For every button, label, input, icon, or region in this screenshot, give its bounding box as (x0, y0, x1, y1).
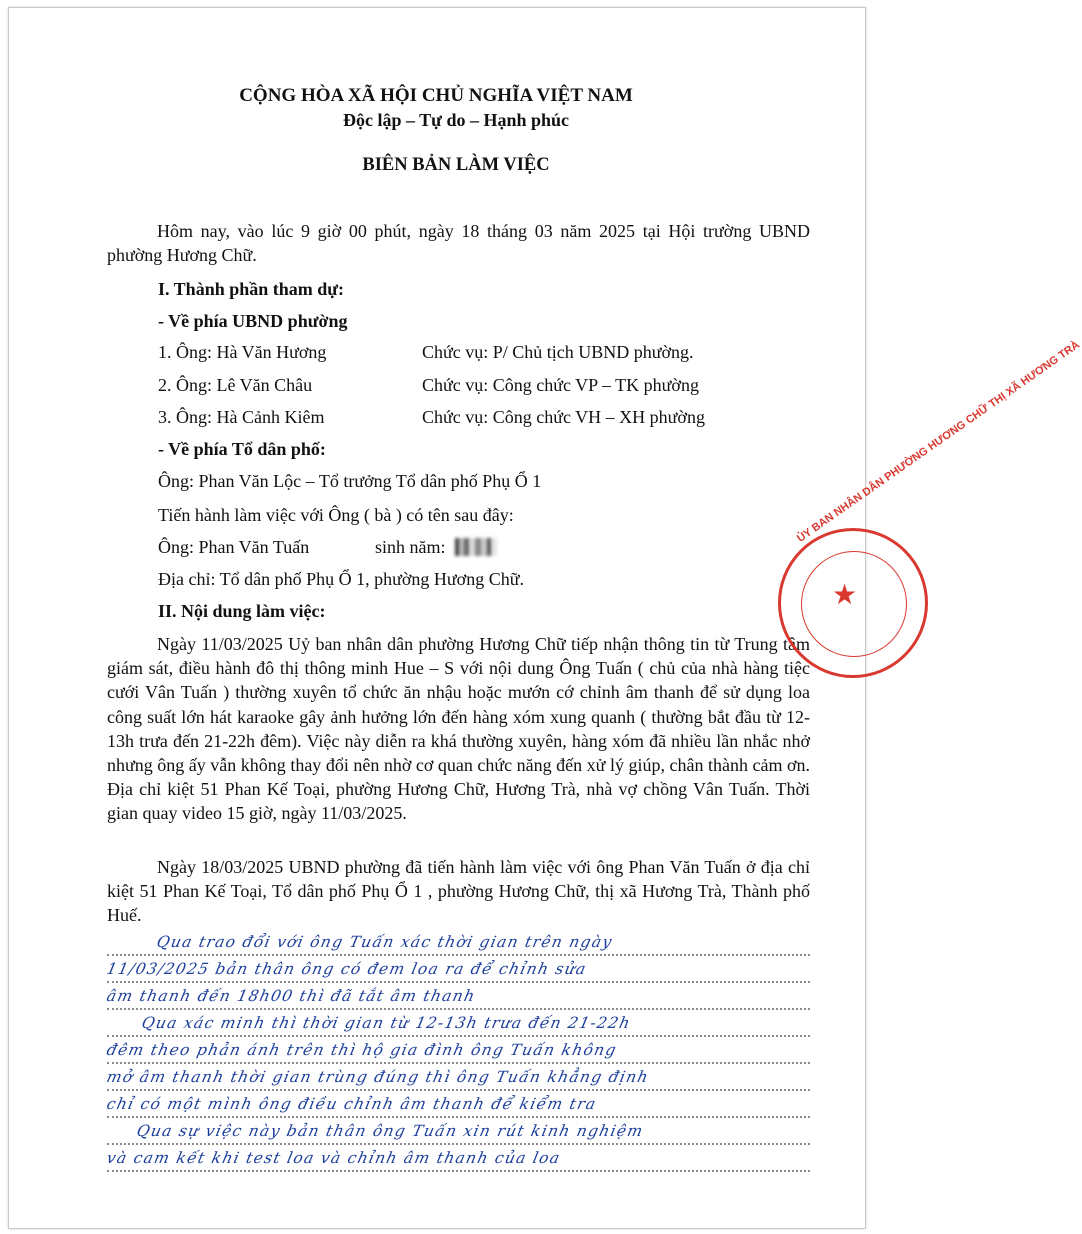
handwritten-line: âm thanh đến 18h00 thì đã tắt âm thanh (105, 987, 478, 1005)
content-paragraph-2: Ngày 18/03/2025 UBND phường đã tiến hành làm việc với ông Phan Văn Tuấn ở địa chỉ kiệt 51 Phan Kế Toại, Tổ dân phố Phụ Ổ 1 , phường Hương Chữ, thị xã Hương Trà, Thành phố Huế. (107, 857, 810, 926)
member-role: Chức vụ: Công chức VP – TK phường (422, 375, 699, 395)
country-header: CỘNG HÒA XÃ HỘI CHỦ NGHĨA VIỆT NAM (239, 85, 633, 106)
document-title: BIÊN BẢN LÀM VIỆC (362, 155, 550, 175)
member-name: 2. Ông: Lê Văn Châu (158, 375, 313, 395)
handwritten-line: mở âm thanh thời gian trùng đúng thì ông Tuấn khẳng định (105, 1068, 651, 1086)
tdp-heading: - Về phía Tổ dân phố: (158, 439, 326, 459)
section1-heading: I. Thành phần tham dự: (158, 279, 345, 299)
subject-address: Địa chỉ: Tổ dân phố Phụ Ổ 1, phường Hương Chữ. (158, 569, 524, 589)
subject-name: Ông: Phan Văn Tuấn (158, 537, 310, 557)
seal-star-icon: ★ (832, 578, 858, 611)
handwritten-line: Qua sự việc này bản thân ông Tuấn xin rút kinh nghiệm (135, 1122, 646, 1140)
handwritten-line: 11/03/2025 bản thân ông có đem loa ra để chỉnh sửa (105, 960, 589, 978)
content-paragraph-1: Ngày 11/03/2025 Uỷ ban nhân dân phường Hương Chữ tiếp nhận thông tin từ Trung tâm giám sát, điều hành đô thị thông minh Hue – S với nội dung Ông Tuấn ( chủ của nhà hàng tiệc cưới Vân Tuấn ) thường xuyên tổ chức ăn nhậu hoặc mướn cớ chỉnh âm thanh để sử dụng loa công suất lớn hát karaoke gây ảnh hưởng lớn đến hàng xóm xung quanh ( thường bắt đầu từ 12-13h trưa đến 21-22h đêm). Việc này diễn ra khá thường xuyên, hàng xóm đã nhiều lần nhắc nhở nhưng ông ấy vẫn không thay đổi nên nhờ cơ quan chức năng đến xử lý giúp, chân thành cảm ơn. Địa chỉ kiệt 51 Phan Kế Toại, phường Hương Chữ, Hương Trà, nhà vợ chồng Vân Tuấn. Thời gian quay video 15 giờ, ngày 11/03/2025. (107, 634, 810, 824)
tdp-member: Ông: Phan Văn Lộc – Tổ trưởng Tổ dân phố Phụ Ổ 1 (158, 471, 542, 491)
member-role: Chức vụ: Công chức VH – XH phường (422, 407, 705, 427)
handwritten-line: chỉ có một mình ông điều chỉnh âm thanh để kiểm tra (105, 1095, 599, 1113)
intro-paragraph: Hôm nay, vào lúc 9 giờ 00 phút, ngày 18 tháng 03 năm 2025 tại Hội trường UBND phường Hương Chữ. (107, 221, 810, 266)
member-name: 3. Ông: Hà Cảnh Kiêm (158, 407, 325, 427)
member-role: Chức vụ: P/ Chủ tịch UBND phường. (422, 342, 694, 362)
handwritten-line: Qua trao đổi với ông Tuấn xác thời gian trên ngày (155, 933, 615, 951)
member-name: 1. Ông: Hà Văn Hương (158, 342, 327, 362)
seal-text: ỦY BAN NHÂN DÂN PHƯỜNG HƯƠNG CHỮ THỊ XÃ HƯƠNG TRÀ (795, 338, 1082, 545)
handwritten-line: Qua xác minh thì thời gian từ 12-13h trưa đến 21-22h (140, 1014, 633, 1032)
redacted-birth-year (455, 538, 497, 556)
handwritten-line: và cam kết khi test loa và chỉnh âm thanh của loa (105, 1149, 563, 1167)
handwritten-line: đêm theo phản ánh trên thì hộ gia đình ông Tuấn không (105, 1041, 619, 1059)
ubnd-heading: - Về phía UBND phường (158, 311, 348, 331)
section2-heading: II. Nội dung làm việc: (158, 601, 326, 621)
motto: Độc lập – Tự do – Hạnh phúc (342, 110, 570, 130)
subject-birth-label: sinh năm: (375, 537, 446, 557)
work-with-line: Tiến hành làm việc với Ông ( bà ) có tên sau đây: (158, 505, 514, 525)
